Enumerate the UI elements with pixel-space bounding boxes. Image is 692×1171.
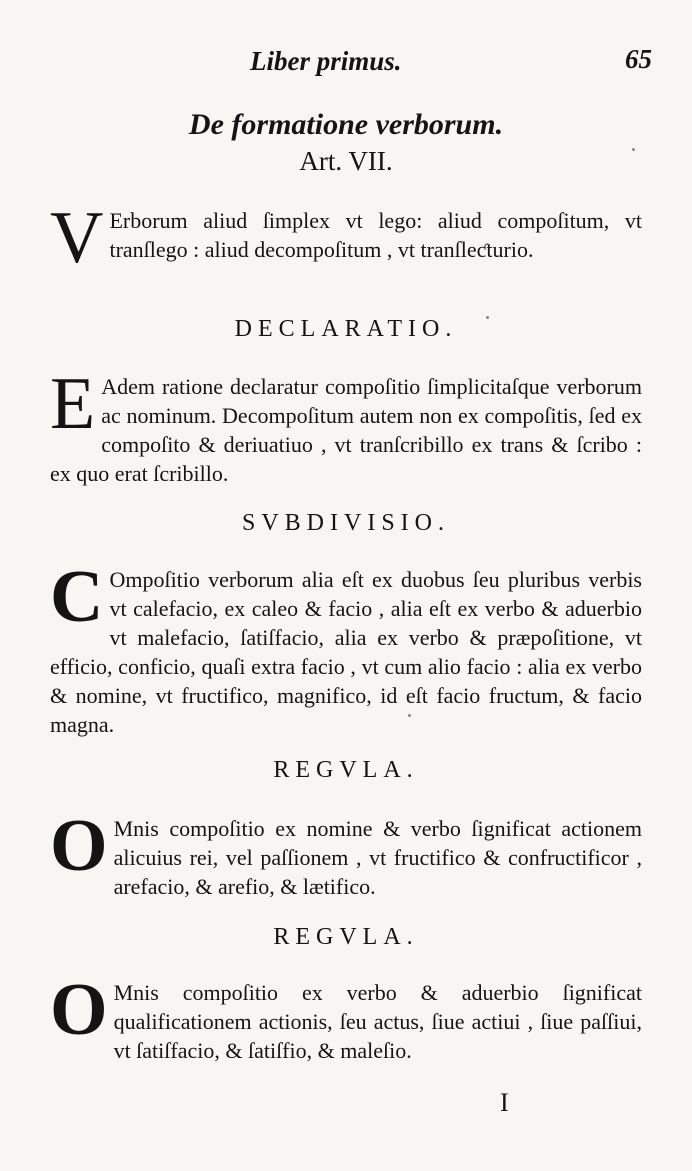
drop-cap: O — [50, 805, 108, 887]
ink-speck — [486, 316, 489, 319]
drop-cap: O — [50, 969, 108, 1051]
paragraph-text: Mnis compoſitio ex nomine & verbo ſignificat actionem alicuius rei, vel paſſionem , vt fructifico & confructificor , arefacio, & arefio, & lætifico. — [113, 816, 642, 899]
chapter-title: De formatione verborum. — [188, 108, 504, 141]
ink-speck — [408, 714, 411, 717]
paragraph-definition — [50, 197, 642, 279]
running-title: Liber primus. — [250, 46, 402, 76]
section-heading-subdivisio: SVBDIVISIO. — [241, 510, 450, 536]
paragraph-text: Mnis compoſitio ex verbo & aduerbio ſignificat qualificationem actionis, ſeu actus, ſiue actiui , ſiue paſſiui, vt ſatiſfacio, & ſatiſfio, & maleſio. — [113, 980, 642, 1063]
paragraph-regula-2 — [50, 969, 642, 1065]
signature-mark: I — [500, 1088, 509, 1117]
paragraph-text: Adem ratione declaratur compoſitio ſimplicitaſque verborum ac nominum. Decompoſitum autem non ex compoſitis, ſed ex compoſito & deriuatiuo , vt tranſcribillo ex trans & ſcribo : ex quo erat ſcribillo. — [50, 374, 642, 486]
paragraph-text: Ompoſitio verborum alia eſt ex duobus ſeu pluribus verbis vt calefacio, ex caleo & facio , alia eſt ex verbo & aduerbio vt malefacio, ſatiſfacio, alia ex verbo & præpoſitione, vt efficio, conficio, quaſi extra facio , vt cum alio facio : alia ex verbo & nomine, vt fructifico, magnifico, id eſt facio fructum, & facio magna. — [50, 567, 642, 737]
article-number: Art. VII. — [299, 146, 393, 176]
page-number: 65 — [625, 44, 652, 74]
paragraph-declaratio — [50, 363, 642, 488]
ink-speck — [632, 148, 635, 151]
drop-cap: V — [50, 197, 104, 279]
paragraph-regula-1 — [50, 805, 642, 901]
section-heading-declaratio: DECLARATIO. — [234, 316, 458, 342]
section-heading-regula-2: REGVLA. — [273, 924, 419, 950]
paragraph-subdivisio — [50, 556, 642, 739]
drop-cap: E — [50, 363, 96, 445]
running-head — [0, 40, 692, 84]
section-heading-regula-1: REGVLA. — [273, 757, 419, 783]
drop-cap: C — [50, 556, 104, 638]
paragraph-text: Erborum aliud ſimplex vt lego: aliud compoſitum, vt tranſlego : aliud decompoſitum , vt tranſleƈturio. — [109, 208, 642, 262]
